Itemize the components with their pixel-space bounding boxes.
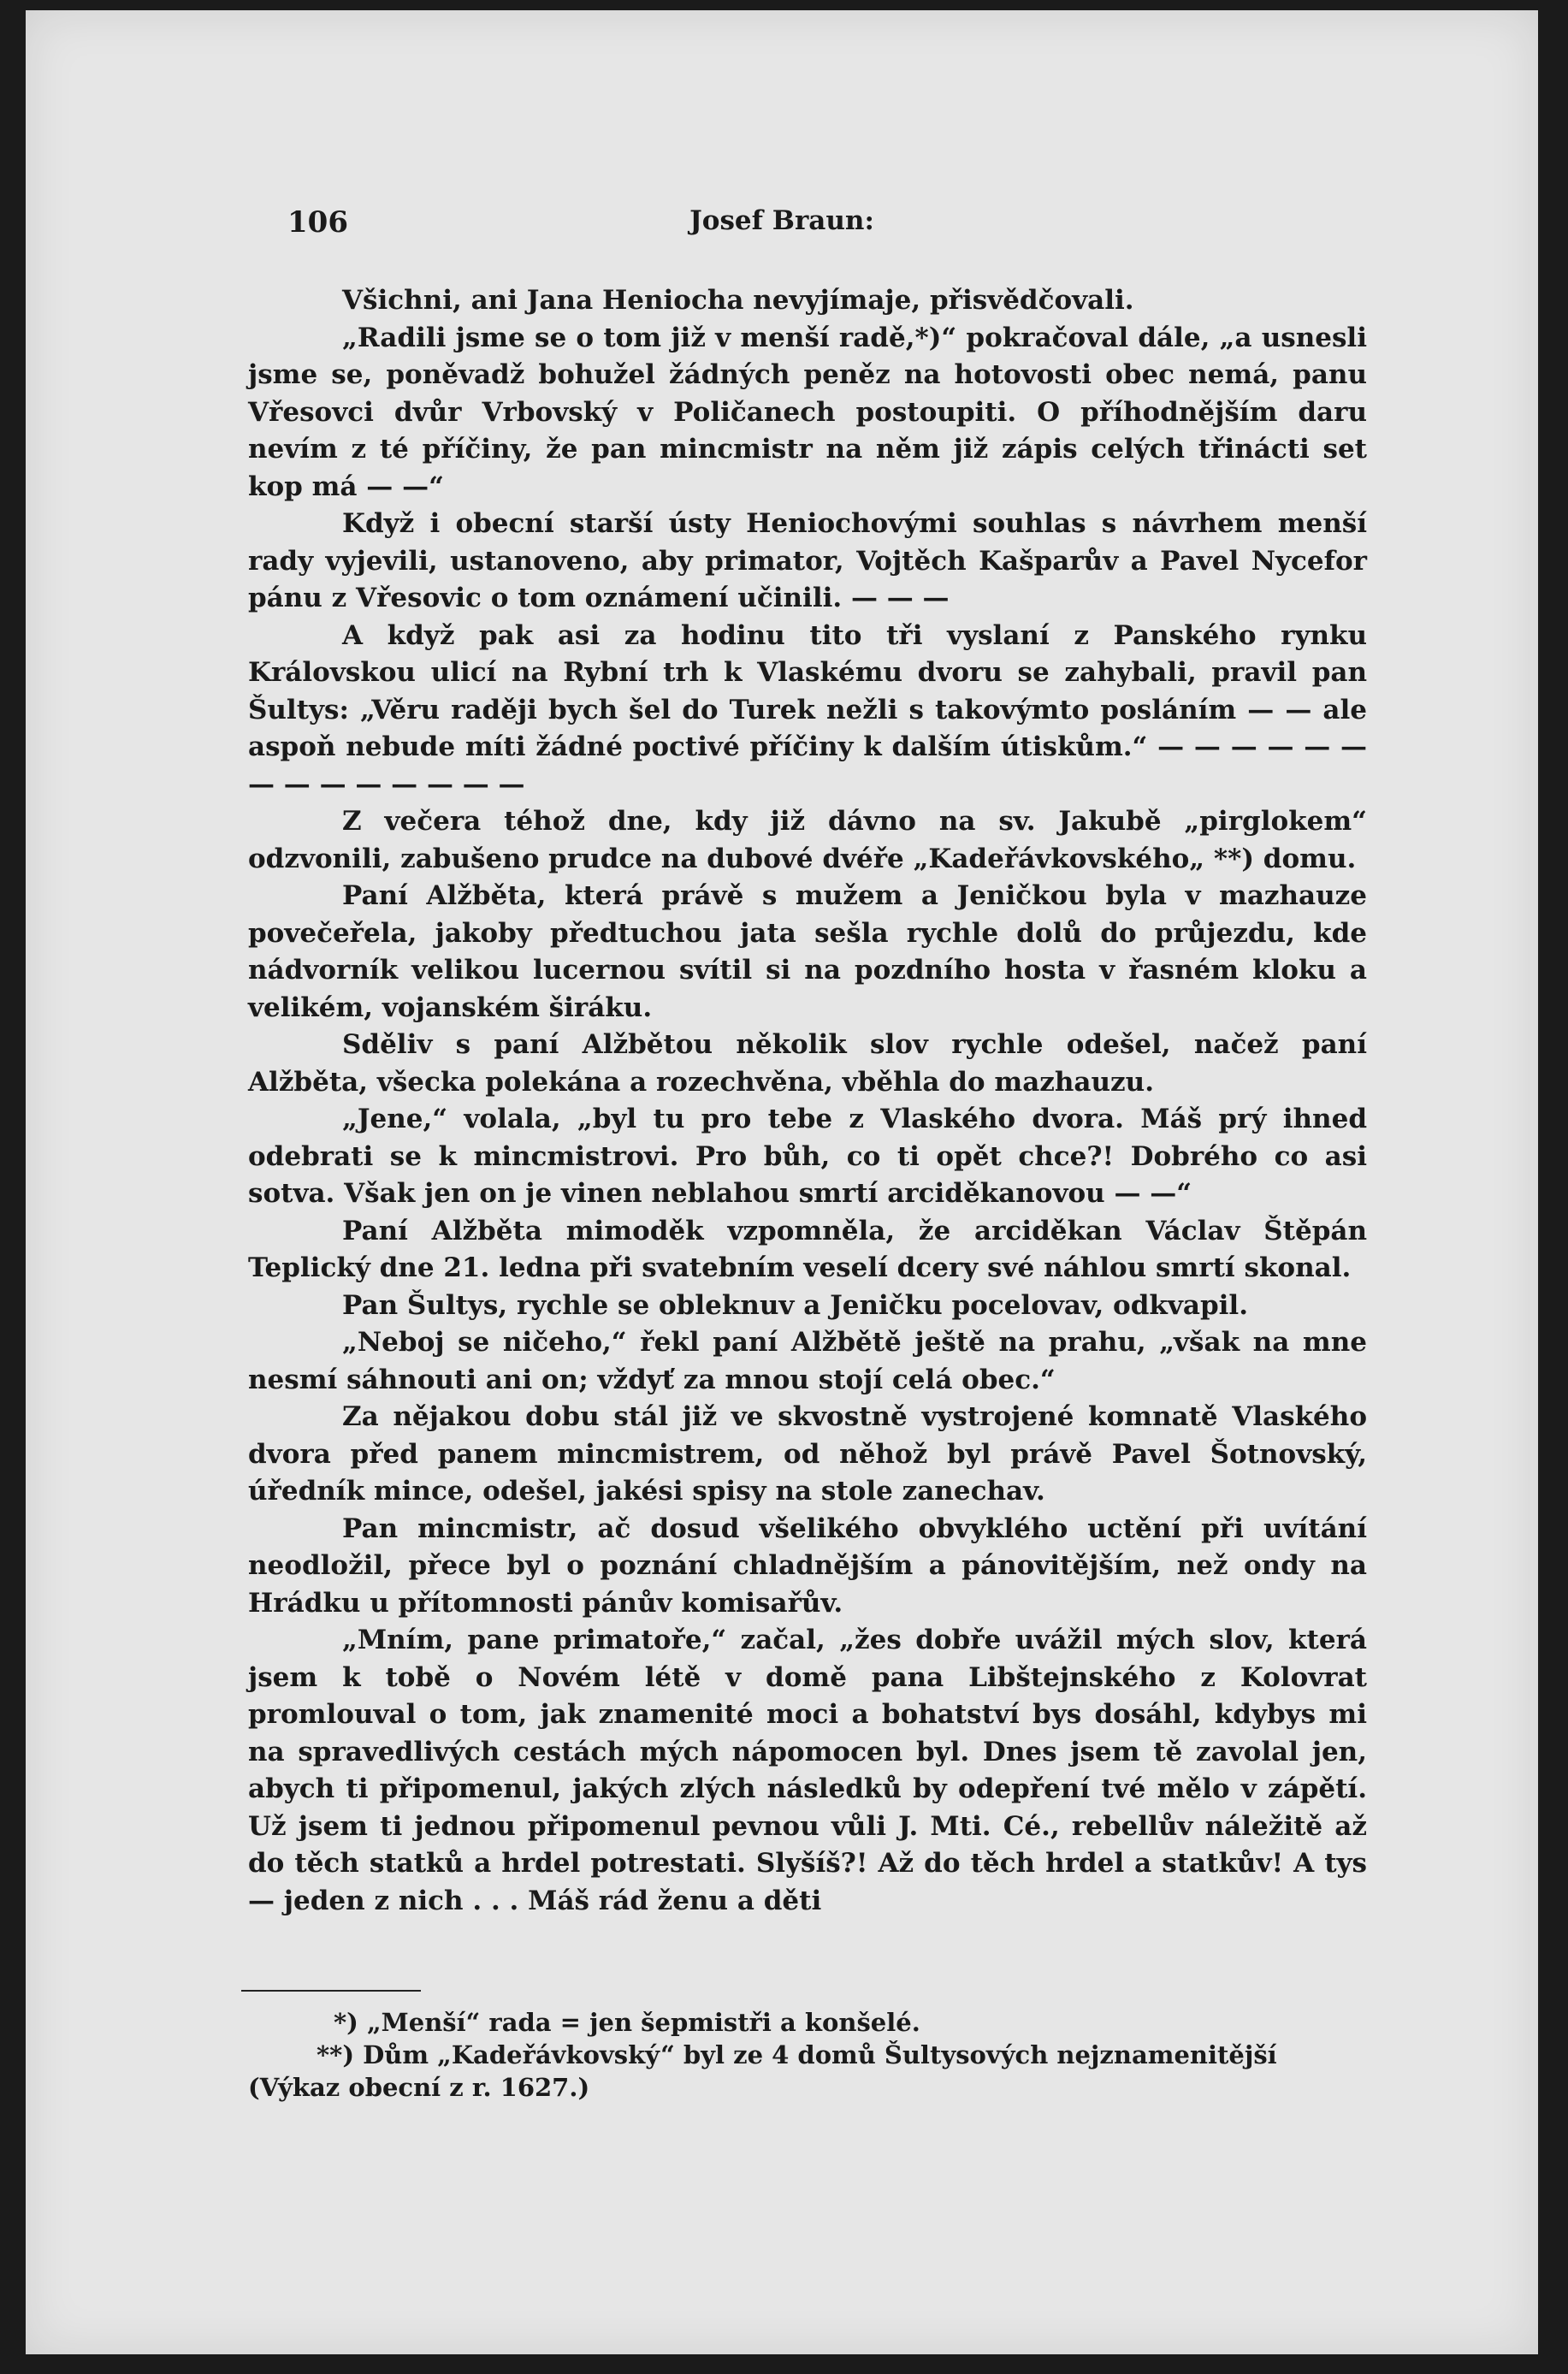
footnote: (Výkaz obecní z r. 1627.): [248, 2073, 590, 2102]
footnote: *) „Menší“ rada = jen šepmistři a konšelé.: [334, 2008, 920, 2037]
paragraph: „Radili jsme se o tom již v menší radě,*)“ pokračoval dále, „a usnesli jsme se, poněvadž bohužel žádných peněz na hotovosti obec nemá, panu Vřesovci dvůr Vrbovský v Poličanech postoupiti. O příhodnějším daru nevím z té příčiny, že pan mincmistr na něm již zápis celých třinácti set kop má — —“: [248, 322, 1367, 502]
paragraph: Pan Šultys, rychle se obleknuv a Jeničku pocelovav, odkvapil.: [342, 1289, 1248, 1321]
paragraph: A když pak asi za hodinu tito tři vyslaní z Panského rynku Královskou ulicí na Rybní trh k Vlaskému dvoru se zahybali, pravil pan Šultys: „Věru raději bych šel do Turek nežli s takovýmto posláním — — ale aspoň nebude míti žádné poctivé příčiny k dalším útiskům.“ — — — — — — — — — — — — — —: [248, 619, 1367, 800]
paragraph: Všichni, ani Jana Heniocha nevyjímaje, přisvědčovali.: [342, 285, 1134, 316]
page-header: [26, 205, 1538, 248]
paragraph: Z večera téhož dne, kdy již dávno na sv. Jakubě „pirglokem“ odzvonili, zabušeno prudce na dubové dvéře „Kadeřávkovského„ **) domu.: [248, 806, 1367, 874]
running-title: Josef Braun:: [689, 205, 874, 236]
paragraph: „Jene,“ volala, „byl tu pro tebe z Vlaského dvora. Máš prý ihned odebrati se k mincmistrovi. Pro bůh, co ti opět chce?! Dobrého co asi sotva. Však jen on je vinen neblahou smrtí arciděkanovou — —“: [248, 1104, 1367, 1209]
footnote: **) Dům „Kadeřávkovský“ byl ze 4 domů Šultysových nejznamenitější: [317, 2040, 1277, 2069]
paragraph: Pan mincmistr, ač dosud všelikého obvyklého uctění při uvítání neodložil, přece byl o poznání chladnějším a pánovitějším, než ondy na Hrádku u přítomnosti pánův komisařův.: [248, 1513, 1367, 1619]
paragraph: „Mním, pane primatoře,“ začal, „žes dobře uvážil mých slov, která jsem k tobě o Novém létě v domě pana Libštejnského z Kolovrat promlouval o tom, jak znamenité moci a bohatství bys dosáhl, kdybys mi na spravedlivých cestách mých nápomocen byl. Dnes jsem tě zavolal jen, abych ti připomenul, jakých zlých následků by odepření tvé mělo v zápětí. Už jsem ti jednou připomenul pevnou vůli J. Mti. Cé., rebellův náležitě až do těch statků a hrdel potrestati. Slyšíš?! Až do těch hrdel a statkův! A tys — jeden z nich . . . Máš rád ženu a děti: [248, 1625, 1367, 1916]
paragraph: Sděliv s paní Alžbětou několik slov rychle odešel, načež paní Alžběta, všecka polekána a rozechvěna, vběhla do mazhauzu.: [248, 1029, 1367, 1098]
body-text: [248, 282, 1367, 1920]
page-number: 106: [287, 205, 348, 240]
paragraph: „Neboj se ničeho,“ řekl paní Alžbětě ještě na prahu, „však na mne nesmí sáhnouti ani on; vždyť za mnou stojí celá obec.“: [248, 1327, 1367, 1395]
paragraph: Paní Alžběta, která právě s mužem a Jeničkou byla v mazhauze povečeřela, jakoby předtuchou jata sešla rychle dolů do průjezdu, kde nádvorník velikou lucernou svítil si na pozdního hosta v řasném kloku a velikém, vojanském širáku.: [248, 880, 1367, 1023]
paragraph: Paní Alžběta mimoděk vzpomněla, že arciděkan Václav Štěpán Teplický dne 21. ledna při svatebním veselí dcery své náhlou smrtí skonal.: [248, 1215, 1367, 1283]
paragraph: Když i obecní starší ústy Heniochovými souhlas s návrhem menší rady vyjevili, ustanoveno, aby primator, Vojtěch Kašparův a Pavel Nycefor pánu z Vřesovic o tom oznámení učinili. — — —: [248, 508, 1367, 613]
footnotes: [248, 2006, 1367, 2104]
paragraph: Za nějakou dobu stál již ve skvostně vystrojené komnatě Vlaského dvora před panem mincmistrem, od něhož byl právě Pavel Šotnovský, úředník mince, odešel, jakési spisy na stole zanechav.: [248, 1401, 1367, 1507]
footnote-rule: [241, 1990, 421, 1992]
